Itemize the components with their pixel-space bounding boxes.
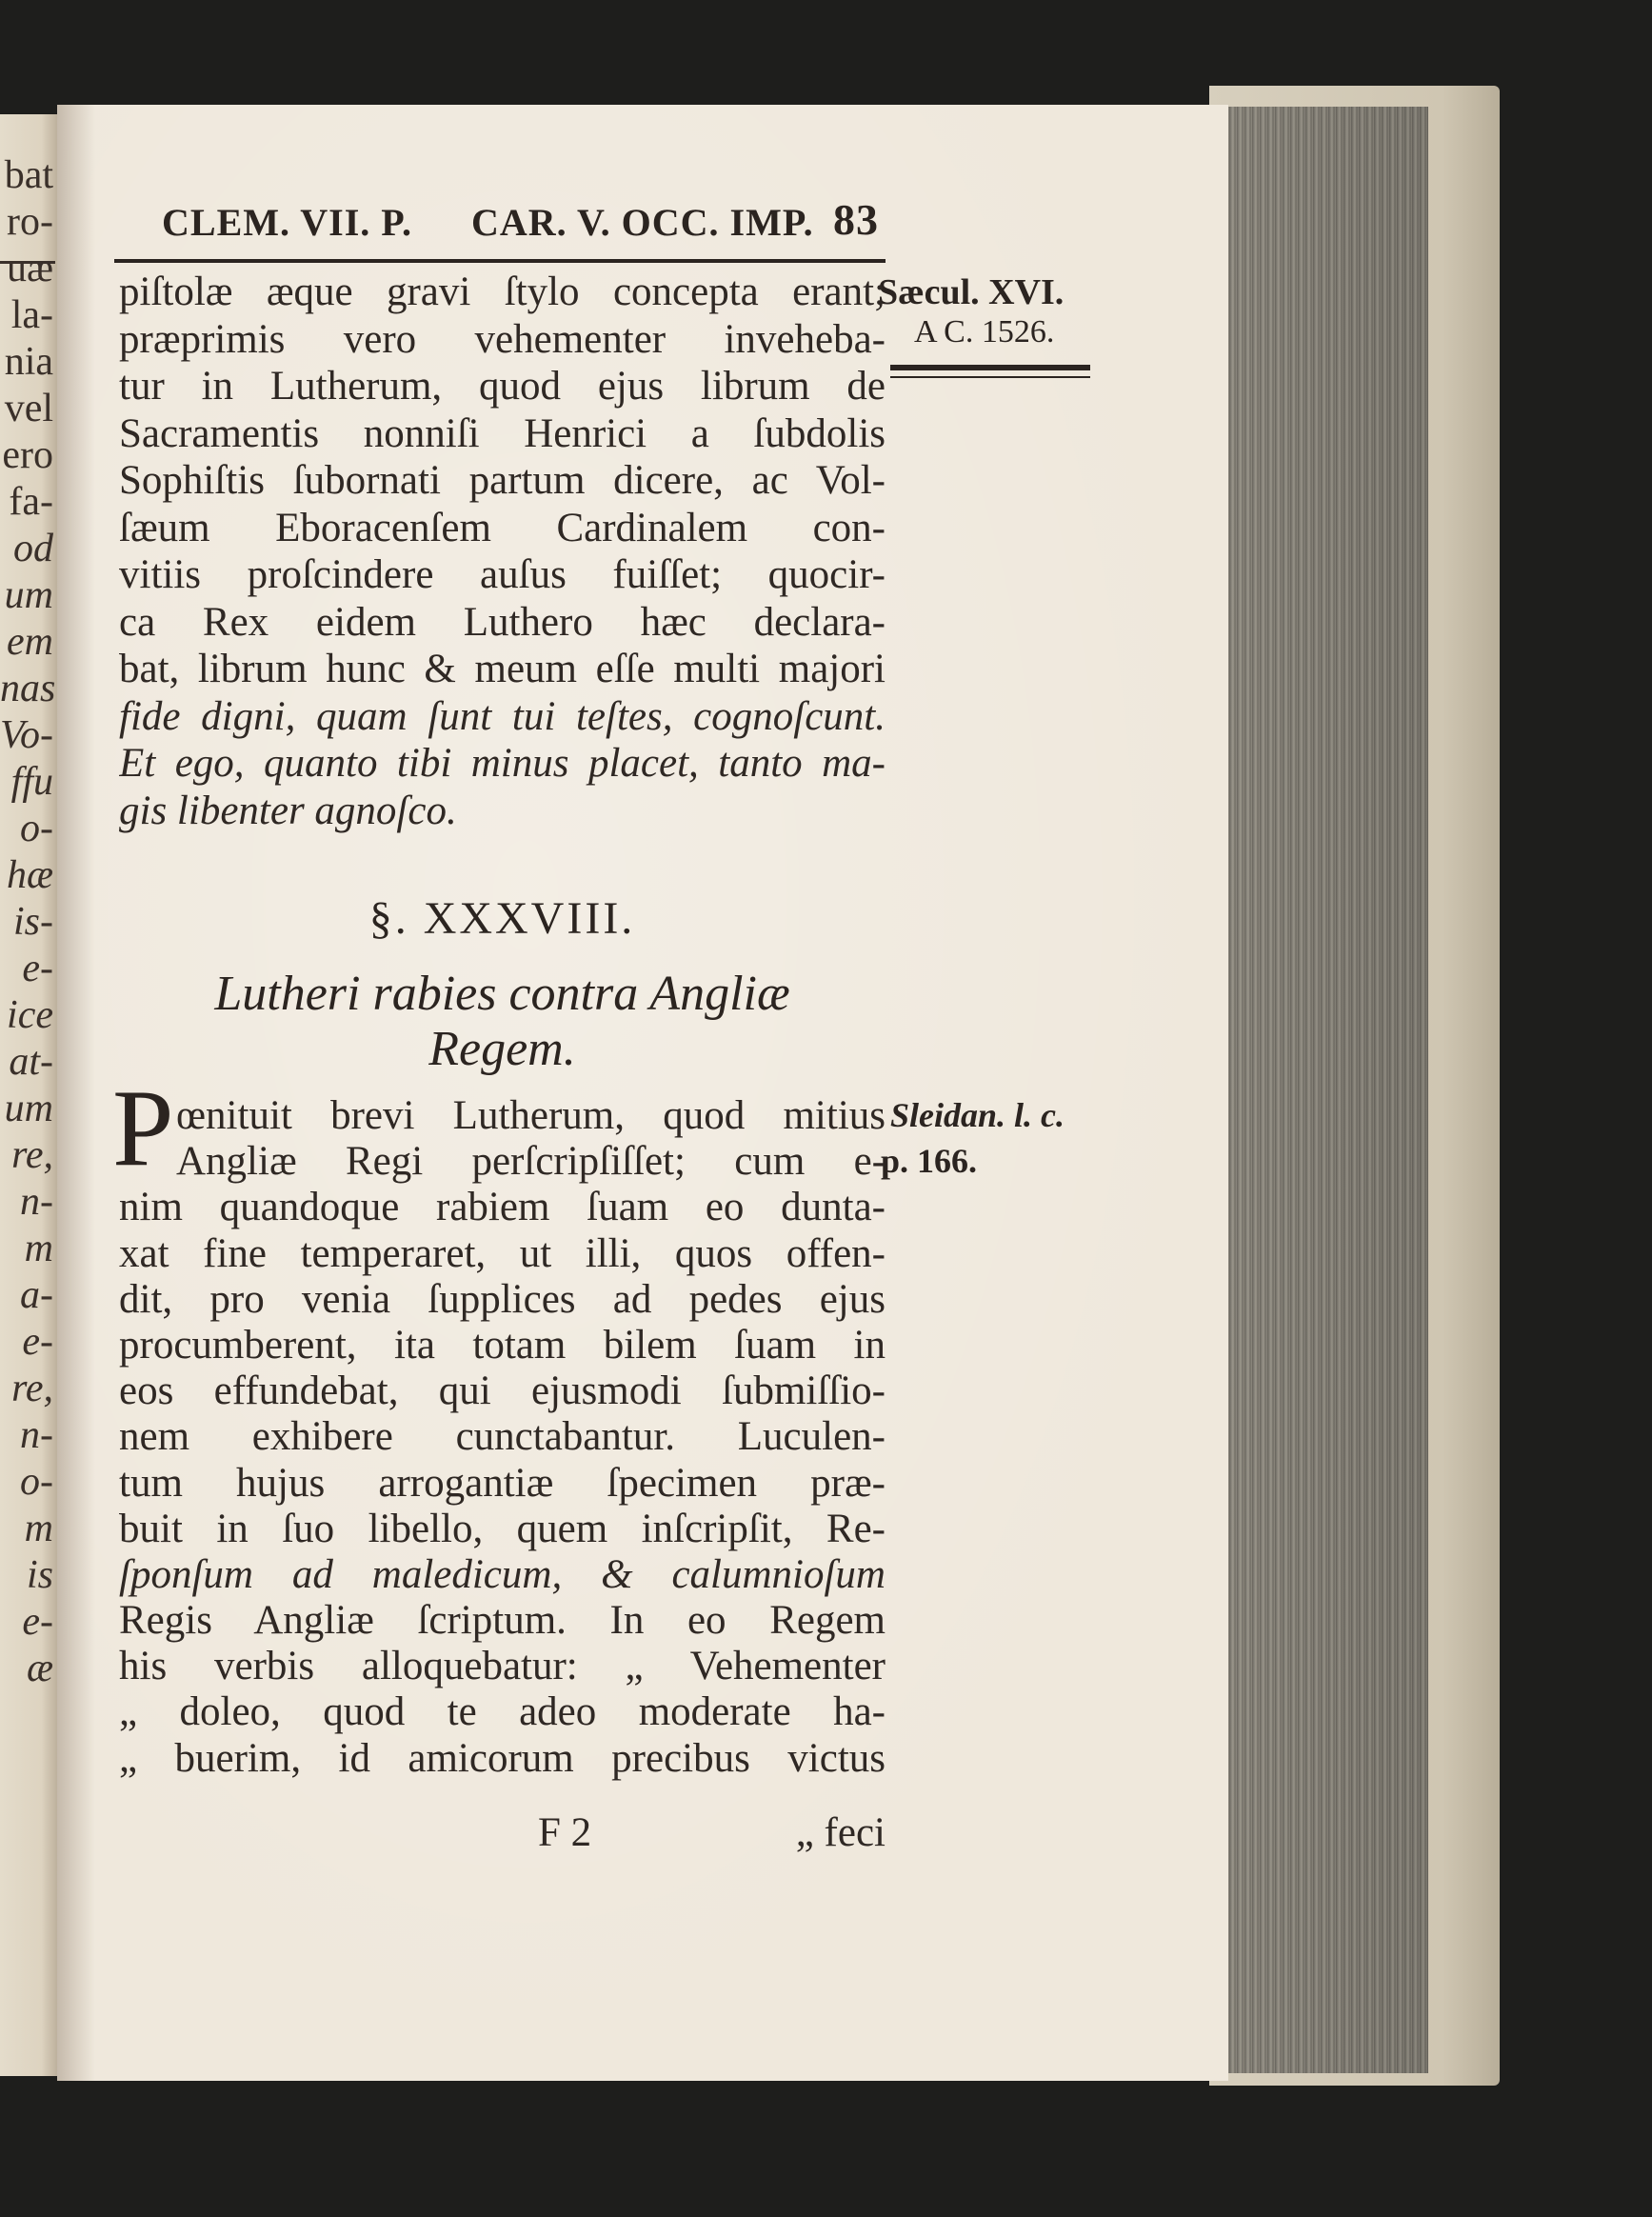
margin-saeculum: Sæcul. XVI. <box>878 272 1065 312</box>
fragment: la- <box>10 293 53 337</box>
text-line: tur in Lutherum, quod ejus librum de <box>119 364 886 409</box>
fragment: m <box>24 1227 53 1270</box>
running-head <box>114 195 905 248</box>
fragment: hæ <box>6 853 53 897</box>
text-line: œnituit brevi Lutherum, quod mitius <box>176 1093 886 1138</box>
gutter-shadow <box>57 105 95 2081</box>
catchword: „ feci <box>795 1810 886 1855</box>
text-line: vitiis proſcindere auſus fuiſſet; quocir- <box>119 552 886 597</box>
fragment: vel <box>4 387 53 430</box>
margin-rule-thin <box>890 376 1090 378</box>
fragment: nia <box>4 340 53 384</box>
section-title-line: Lutheri rabies contra Angliæ <box>214 967 790 1021</box>
fragment: um <box>4 573 53 617</box>
fragment: nas <box>0 667 56 710</box>
margin-year: A C. 1526. <box>914 314 1055 350</box>
text-line: his verbis alloquebatur: „ Vehementer <box>119 1644 886 1689</box>
fragment: uæ <box>6 247 53 290</box>
text-line: bat, librum hunc & meum eſſe multi majori <box>119 647 886 691</box>
fragment: e- <box>22 1600 53 1644</box>
margin-rule-thick <box>890 365 1090 370</box>
fragment: ero <box>2 433 53 477</box>
text-line: nim quandoque rabiem ſuam eo dunta- <box>119 1185 886 1230</box>
text-line: ca Rex eidem Luthero hæc declara- <box>119 599 886 645</box>
fragment: is <box>26 1553 53 1597</box>
fragment: e- <box>22 1320 53 1364</box>
fragment: re, <box>11 1133 53 1177</box>
drop-cap: P <box>112 1068 174 1189</box>
signature-mark: F 2 <box>538 1810 592 1855</box>
fragment: ffu <box>10 760 53 804</box>
text-line: piſtolæ æque gravi ſtylo concepta erant; <box>119 270 886 314</box>
fragment: a- <box>20 1273 53 1317</box>
fragment: is- <box>13 900 53 944</box>
text-line: Sacramentis nonniſi Henrici a ſubdolis <box>119 410 886 456</box>
text-line: Regis Angliæ ſcriptum. In eo Regem <box>119 1598 886 1644</box>
fragment: o- <box>20 1460 53 1504</box>
section-title <box>119 967 886 1077</box>
fragment: at- <box>9 1040 53 1084</box>
text-line: fide digni, quam ſunt tui teſtes, cognoſcunt. <box>119 693 886 739</box>
page-block-shade <box>1214 107 1428 2073</box>
fragment: bat <box>4 153 53 197</box>
fragment: n- <box>20 1180 53 1224</box>
head-rule <box>114 259 886 263</box>
fragment: m <box>24 1507 53 1550</box>
paragraph-1 <box>119 269 886 834</box>
fragment: æ <box>26 1647 53 1690</box>
text-line: Angliæ Regi perſcripſiſſet; cum e- <box>176 1139 886 1185</box>
fragment: um <box>4 1087 53 1130</box>
text-line: xat fine temperaret, ut illi, quos offen- <box>119 1230 886 1276</box>
section-number: §. XXXVIII. <box>368 893 636 944</box>
page-number: 83 <box>833 195 879 244</box>
text-line: procumberent, ita totam bilem ſuam in <box>119 1322 886 1368</box>
running-head-center: CAR. V. OCC. IMP. <box>471 201 814 244</box>
fragment: od <box>13 527 53 570</box>
fragment: ice <box>7 993 53 1037</box>
fragment: e- <box>22 947 53 990</box>
text-line: tum hujus arrogantiæ ſpecimen præ- <box>119 1460 886 1506</box>
section-title-line: Regem. <box>428 1022 576 1076</box>
fragment: ro- <box>7 200 53 244</box>
text-line: Sophiſtis ſubornati partum dicere, ac Vol- <box>119 458 886 503</box>
text-line: ſæum Eboracenſem Cardinalem con- <box>119 505 886 550</box>
text-line: „ doleo, quod te adeo moderate ha- <box>119 1689 886 1735</box>
text-line: Et ego, quanto tibi minus placet, tanto ma- <box>119 741 886 786</box>
previous-page-text-fragments <box>0 152 57 1692</box>
text-line: præprimis vero vehementer invehebа- <box>119 316 886 362</box>
text-line: „ buerim, id amicorum precibus victus <box>119 1735 886 1781</box>
page-footer <box>119 1809 886 1857</box>
text-line: eos effundebat, qui ejusmodi ſubmiſſio- <box>119 1368 886 1414</box>
fragment: o- <box>20 807 53 850</box>
text-line: buit in ſuo libello, quem inſcripſit, Re- <box>119 1506 886 1551</box>
fragment: fa- <box>9 480 53 524</box>
text-line: nem exhibere cunctabantur. Luculen- <box>119 1414 886 1460</box>
margin-reference-page: p. 166. <box>881 1142 978 1180</box>
running-head-left: CLEM. VII. P. <box>162 201 413 244</box>
fragment: Vo- <box>0 713 53 757</box>
fragment: n- <box>20 1413 53 1457</box>
text-line: dit, pro venia ſupplices ad pedes ejus <box>119 1276 886 1322</box>
fragment: em <box>7 620 53 664</box>
text-line: gis libenter agnoſco. <box>119 788 457 833</box>
paragraph-2 <box>119 1093 886 1782</box>
fragment: re, <box>11 1367 53 1410</box>
margin-reference: Sleidan. l. c. <box>890 1096 1065 1134</box>
text-line: ſponſum ad maledicum, & calumnioſum <box>119 1551 886 1597</box>
